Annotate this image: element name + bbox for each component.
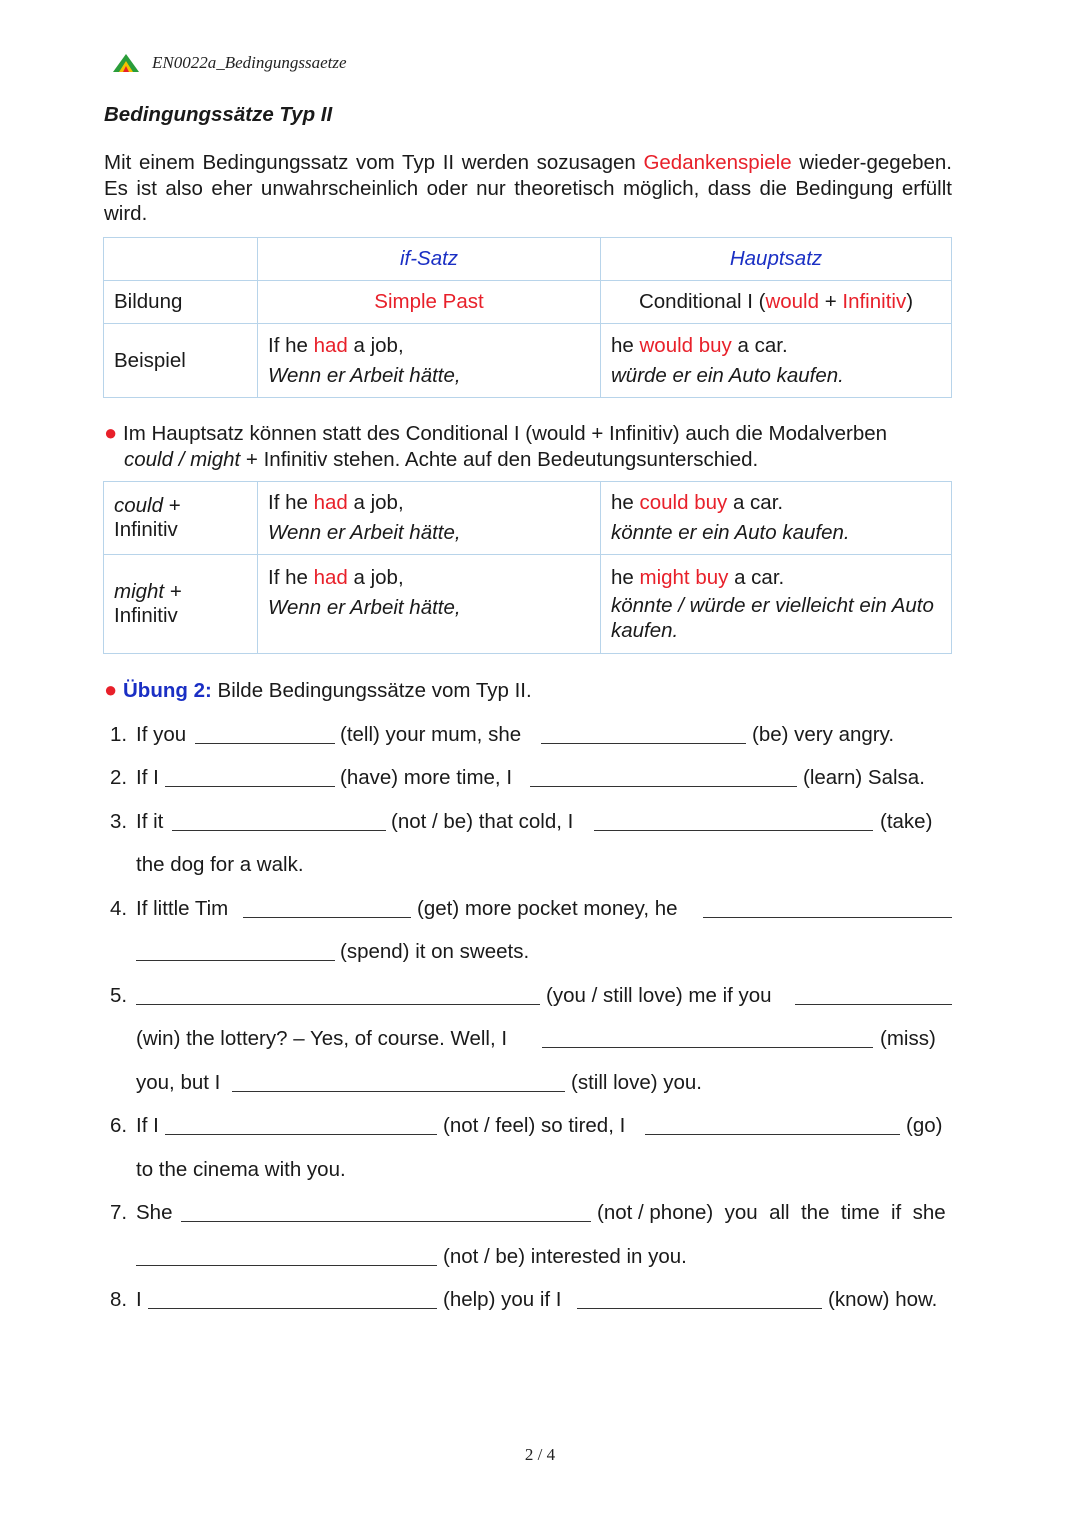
text: If he bbox=[268, 491, 314, 514]
modal-table bbox=[103, 481, 952, 654]
item-text: If I bbox=[136, 766, 159, 789]
text: If he bbox=[268, 333, 314, 357]
item-text: (not / be) that cold, I bbox=[391, 810, 574, 833]
verb-highlight: could buy bbox=[639, 491, 728, 514]
item-text: (not / be) interested in you. bbox=[443, 1245, 687, 1268]
bildung-would: would bbox=[765, 290, 820, 313]
bullet-icon: ● bbox=[104, 420, 118, 445]
text: a job, bbox=[347, 333, 404, 357]
page-title: Bedingungssätze Typ II bbox=[104, 103, 333, 126]
answer-blank[interactable] bbox=[703, 917, 952, 918]
item-number: 6. bbox=[110, 1114, 128, 1137]
verb-highlight: might buy bbox=[639, 566, 729, 589]
answer-blank[interactable] bbox=[530, 786, 797, 787]
plus: + bbox=[164, 580, 182, 603]
beispiel-main-cell bbox=[601, 324, 952, 398]
row-label-could bbox=[104, 482, 258, 555]
answer-blank[interactable] bbox=[577, 1308, 822, 1309]
might-main-de: könnte / würde er vielleicht ein Auto kaufen. bbox=[611, 594, 934, 642]
exercise-item-5-cont2 bbox=[0, 1068, 1080, 1098]
row-label-bildung: Bildung bbox=[104, 281, 258, 324]
bildung-plus: + bbox=[819, 290, 843, 313]
infinitiv-label: Infinitiv bbox=[114, 604, 178, 627]
answer-blank[interactable] bbox=[165, 1134, 437, 1135]
item-number: 2. bbox=[110, 766, 128, 789]
row-label-beispiel: Beispiel bbox=[104, 324, 258, 398]
item-text: (have) more time, I bbox=[340, 766, 513, 789]
beispiel-if-en bbox=[268, 331, 590, 361]
plus: + bbox=[163, 494, 181, 517]
could-main-de: könnte er ein Auto kaufen. bbox=[611, 521, 850, 544]
note-text-2: + Infinitiv stehen. Achte auf den Bedeutungsunterschied. bbox=[240, 447, 759, 471]
beispiel-main-en bbox=[611, 331, 941, 361]
exercise-item-6 bbox=[0, 1111, 1080, 1141]
item-text: (take) bbox=[880, 810, 933, 833]
exercise-instruction: Bilde Bedingungssätze vom Typ II. bbox=[211, 679, 532, 702]
exercise-item-5-cont bbox=[0, 1024, 1080, 1054]
answer-blank[interactable] bbox=[645, 1134, 900, 1135]
exercise-heading bbox=[104, 677, 954, 704]
item-text: If you bbox=[136, 723, 187, 746]
item-text: She bbox=[136, 1201, 173, 1224]
answer-blank[interactable] bbox=[136, 1265, 437, 1266]
item-text: (spend) it on sweets. bbox=[340, 940, 530, 963]
exercise-item-2 bbox=[0, 763, 1080, 793]
item-number: 4. bbox=[110, 897, 128, 920]
answer-blank[interactable] bbox=[542, 1047, 873, 1048]
exercise-item-7-cont bbox=[0, 1242, 1080, 1272]
item-text: (get) more pocket money, he bbox=[417, 897, 678, 920]
item-text: you, but I bbox=[136, 1071, 221, 1094]
header-main-clause: Hauptsatz bbox=[601, 238, 952, 281]
item-text: (miss) bbox=[880, 1027, 936, 1050]
text: a car. bbox=[728, 566, 785, 589]
exercise-item-7 bbox=[0, 1198, 1080, 1228]
modal-word: might bbox=[114, 580, 165, 603]
mountain-logo-icon bbox=[112, 52, 140, 74]
exercise-item-4 bbox=[0, 894, 1080, 924]
text: he bbox=[611, 333, 640, 357]
could-if-de: Wenn er Arbeit hätte, bbox=[268, 521, 461, 544]
item-text: (go) bbox=[906, 1114, 943, 1137]
verb-highlight: would buy bbox=[639, 333, 732, 357]
item-text: (not / phone) you all the time if she bbox=[597, 1201, 946, 1224]
exercise-item-3-cont bbox=[0, 850, 1080, 880]
text: a car. bbox=[731, 333, 788, 357]
item-text: If I bbox=[136, 1114, 159, 1137]
note-text-1: Im Hauptsatz können statt des Conditional I (would + Infinitiv) auch die Modalverben bbox=[123, 422, 888, 445]
bildung-if-value: Simple Past bbox=[258, 281, 601, 324]
item-text: (not / feel) so tired, I bbox=[443, 1114, 626, 1137]
document-id: EN0022a_Bedingungssaetze bbox=[152, 53, 347, 72]
text: he bbox=[611, 566, 640, 589]
answer-blank[interactable] bbox=[795, 1004, 952, 1005]
exercise-item-6-cont bbox=[0, 1155, 1080, 1185]
modal-note bbox=[104, 420, 954, 472]
might-if-en bbox=[268, 563, 590, 593]
answer-blank[interactable] bbox=[181, 1221, 591, 1222]
bildung-main-text: Conditional I ( bbox=[638, 290, 766, 313]
item-text: If it bbox=[136, 810, 164, 833]
item-text: (help) you if I bbox=[443, 1288, 562, 1311]
verb-highlight: had bbox=[313, 333, 348, 357]
might-if-cell bbox=[258, 555, 601, 654]
could-main-en bbox=[611, 488, 941, 518]
beispiel-if-de: Wenn er Arbeit hätte, bbox=[268, 363, 461, 387]
might-main-en bbox=[611, 563, 941, 593]
beispiel-main-de: würde er ein Auto kaufen. bbox=[611, 363, 844, 387]
bullet-icon: ● bbox=[104, 677, 118, 702]
text: a job, bbox=[347, 566, 404, 589]
verb-highlight: had bbox=[313, 491, 348, 514]
row-label-might bbox=[104, 555, 258, 654]
answer-blank[interactable] bbox=[243, 917, 411, 918]
answer-blank[interactable] bbox=[148, 1308, 437, 1309]
text: he bbox=[611, 491, 640, 514]
could-if-cell bbox=[258, 482, 601, 555]
exercise-item-4-cont bbox=[0, 937, 1080, 967]
note-modal: could / might bbox=[124, 447, 241, 471]
answer-blank[interactable] bbox=[541, 743, 746, 744]
item-text: (tell) your mum, she bbox=[340, 723, 522, 746]
bildung-main-value bbox=[601, 281, 952, 324]
item-text: If little Tim bbox=[136, 897, 229, 920]
could-if-en bbox=[268, 488, 590, 518]
item-number: 5. bbox=[110, 984, 128, 1007]
table-corner-cell bbox=[104, 238, 258, 281]
intro-highlight: Gedankenspiele bbox=[643, 151, 792, 174]
item-number: 3. bbox=[110, 810, 128, 833]
exercise-item-8 bbox=[0, 1285, 1080, 1315]
intro-text-2: wieder-gegeben. Es ist also eher unwahrscheinlich oder nur theoretisch möglich, dass die Bedingung erfüllt wird. bbox=[104, 151, 952, 225]
document-header bbox=[112, 50, 347, 76]
answer-blank[interactable] bbox=[232, 1091, 565, 1092]
exercise-item-3 bbox=[0, 807, 1080, 837]
intro-text-1: Mit einem Bedingungssatz vom Typ II werden sozusagen bbox=[104, 151, 644, 174]
item-text: the dog for a walk. bbox=[136, 853, 304, 876]
exercise-item-5 bbox=[0, 981, 1080, 1011]
exercise-label: Übung 2: bbox=[123, 679, 212, 702]
item-text: (you / still love) me if you bbox=[546, 984, 772, 1007]
could-main-cell bbox=[601, 482, 952, 555]
might-main-cell bbox=[601, 555, 952, 654]
page-number: 2 / 4 bbox=[524, 1445, 556, 1464]
infinitiv-label: Infinitiv bbox=[114, 518, 178, 541]
item-number: 7. bbox=[110, 1201, 128, 1224]
answer-blank[interactable] bbox=[594, 830, 873, 831]
item-text: (learn) Salsa. bbox=[803, 766, 925, 789]
item-number: 8. bbox=[110, 1288, 128, 1311]
bildung-infinitiv: Infinitiv bbox=[842, 290, 907, 313]
answer-blank[interactable] bbox=[195, 743, 335, 744]
exercise-item-1 bbox=[0, 720, 1080, 750]
might-if-de: Wenn er Arbeit hätte, bbox=[268, 596, 461, 619]
item-text: to the cinema with you. bbox=[136, 1158, 346, 1181]
answer-blank[interactable] bbox=[136, 1004, 540, 1005]
bildung-close: ) bbox=[906, 290, 914, 313]
header-if-clause: if-Satz bbox=[258, 238, 601, 281]
answer-blank[interactable] bbox=[165, 786, 335, 787]
item-text: I bbox=[136, 1288, 142, 1311]
verb-highlight: had bbox=[313, 566, 348, 589]
modal-word: could bbox=[114, 494, 164, 517]
item-text: (be) very angry. bbox=[752, 723, 895, 746]
item-text: (know) how. bbox=[828, 1288, 938, 1311]
text: a job, bbox=[347, 491, 404, 514]
answer-blank[interactable] bbox=[136, 960, 335, 961]
text: If he bbox=[268, 566, 314, 589]
item-text: (still love) you. bbox=[571, 1071, 703, 1094]
text: a car. bbox=[727, 491, 784, 514]
intro-paragraph bbox=[104, 150, 952, 227]
answer-blank[interactable] bbox=[172, 830, 386, 831]
grammar-table bbox=[103, 237, 952, 398]
beispiel-if-cell bbox=[258, 324, 601, 398]
item-number: 1. bbox=[110, 723, 128, 746]
item-text: (win) the lottery? – Yes, of course. Well, I bbox=[136, 1027, 508, 1050]
